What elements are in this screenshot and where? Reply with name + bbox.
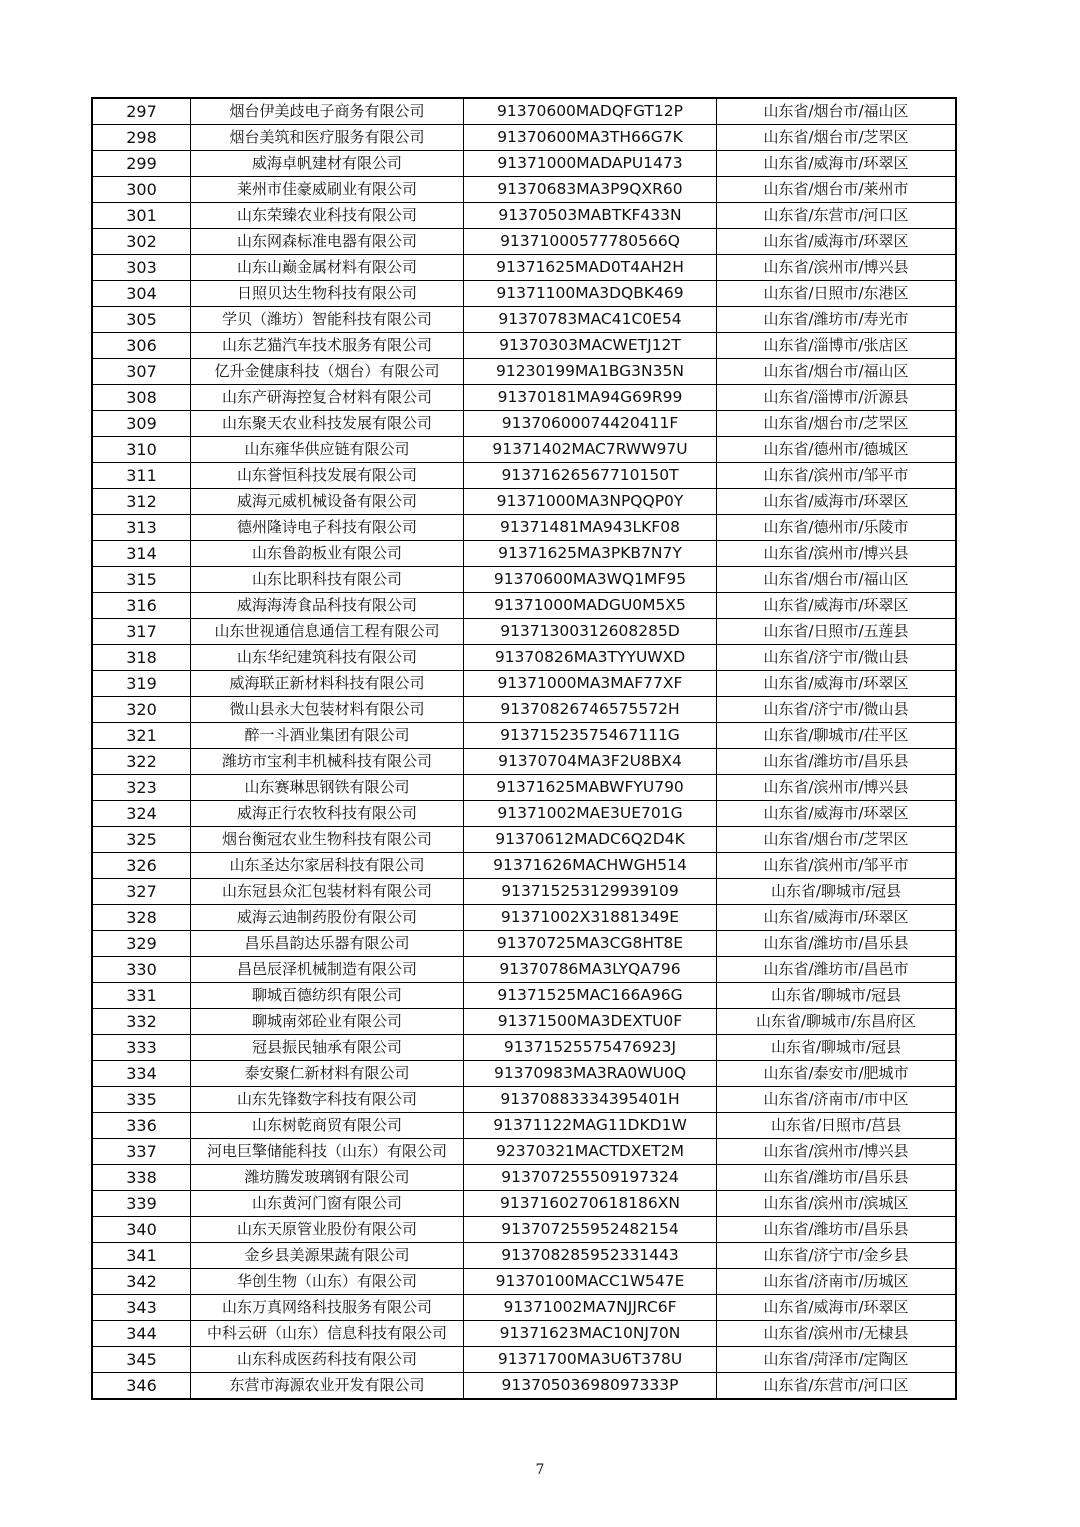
row-number-cell: 308	[92, 385, 191, 411]
company-name-cell: 山东赛琳思钢铁有限公司	[191, 775, 464, 801]
row-number-cell: 335	[92, 1087, 191, 1113]
row-number-cell: 320	[92, 697, 191, 723]
region-cell: 山东省/威海市/环翠区	[717, 905, 957, 931]
row-number-cell: 300	[92, 177, 191, 203]
credit-code-cell: 91371000577780566Q	[464, 229, 717, 255]
region-cell: 山东省/聊城市/冠县	[717, 879, 957, 905]
region-cell: 山东省/淄博市/张店区	[717, 333, 957, 359]
region-cell: 山东省/日照市/莒县	[717, 1113, 957, 1139]
row-number-cell: 344	[92, 1321, 191, 1347]
company-name-cell: 冠县振民轴承有限公司	[191, 1035, 464, 1061]
region-cell: 山东省/滨州市/邹平市	[717, 463, 957, 489]
table-row	[92, 801, 956, 827]
credit-code-cell: 91371402MAC7RWW97U	[464, 437, 717, 463]
table-row	[92, 723, 956, 749]
credit-code-cell: 91371002MA7NJJRC6F	[464, 1295, 717, 1321]
region-cell: 山东省/滨州市/博兴县	[717, 775, 957, 801]
company-name-cell: 山东天原管业股份有限公司	[191, 1217, 464, 1243]
table-row	[92, 515, 956, 541]
credit-code-cell: 91370181MA94G69R99	[464, 385, 717, 411]
company-name-cell: 山东产研海控复合材料有限公司	[191, 385, 464, 411]
table-row	[92, 957, 956, 983]
company-name-cell: 山东山巅金属材料有限公司	[191, 255, 464, 281]
region-cell: 山东省/潍坊市/昌乐县	[717, 749, 957, 775]
region-cell: 山东省/济南市/历城区	[717, 1269, 957, 1295]
region-cell: 山东省/威海市/环翠区	[717, 151, 957, 177]
row-number-cell: 298	[92, 125, 191, 151]
company-name-cell: 威海卓帆建材有限公司	[191, 151, 464, 177]
row-number-cell: 328	[92, 905, 191, 931]
region-cell: 山东省/滨州市/博兴县	[717, 541, 957, 567]
row-number-cell: 311	[92, 463, 191, 489]
row-number-cell: 332	[92, 1009, 191, 1035]
company-name-cell: 莱州市佳豪威刷业有限公司	[191, 177, 464, 203]
table-row	[92, 671, 956, 697]
row-number-cell: 313	[92, 515, 191, 541]
table-row	[92, 775, 956, 801]
region-cell: 山东省/济宁市/金乡县	[717, 1243, 957, 1269]
credit-code-cell: 91371625MA3PKB7N7Y	[464, 541, 717, 567]
company-name-cell: 聊城百德纺织有限公司	[191, 983, 464, 1009]
company-name-cell: 醉一斗酒业集团有限公司	[191, 723, 464, 749]
region-cell: 山东省/威海市/环翠区	[717, 801, 957, 827]
credit-code-cell: 91370725MA3CG8HT8E	[464, 931, 717, 957]
region-cell: 山东省/济宁市/微山县	[717, 697, 957, 723]
table-row	[92, 567, 956, 593]
row-number-cell: 318	[92, 645, 191, 671]
region-cell: 山东省/滨州市/博兴县	[717, 255, 957, 281]
credit-code-cell: 91370600MA3WQ1MF95	[464, 567, 717, 593]
company-name-cell: 山东雍华供应链有限公司	[191, 437, 464, 463]
table-row	[92, 593, 956, 619]
row-number-cell: 345	[92, 1347, 191, 1373]
company-name-cell: 威海正行农牧科技有限公司	[191, 801, 464, 827]
company-name-cell: 东营市海源农业开发有限公司	[191, 1373, 464, 1400]
table-row	[92, 385, 956, 411]
table-row	[92, 1373, 956, 1400]
region-cell: 山东省/东营市/河口区	[717, 1373, 957, 1400]
table-row	[92, 1243, 956, 1269]
credit-code-cell: 91371100MA3DQBK469	[464, 281, 717, 307]
company-name-cell: 烟台美筑和医疗服务有限公司	[191, 125, 464, 151]
table-row	[92, 98, 956, 125]
credit-code-cell: 91370786MA3LYQA796	[464, 957, 717, 983]
company-name-cell: 中科云研（山东）信息科技有限公司	[191, 1321, 464, 1347]
row-number-cell: 314	[92, 541, 191, 567]
credit-code-cell: 91370503698097333P	[464, 1373, 717, 1400]
region-cell: 山东省/聊城市/东昌府区	[717, 1009, 957, 1035]
credit-code-cell: 91371000MADAPU1473	[464, 151, 717, 177]
table-row	[92, 1191, 956, 1217]
region-cell: 山东省/烟台市/芝罘区	[717, 827, 957, 853]
region-cell: 山东省/滨州市/无棣县	[717, 1321, 957, 1347]
table-row	[92, 541, 956, 567]
credit-code-cell: 91371625MAD0T4AH2H	[464, 255, 717, 281]
table-row	[92, 1087, 956, 1113]
credit-code-cell: 913707255952482154	[464, 1217, 717, 1243]
table-row	[92, 1295, 956, 1321]
row-number-cell: 317	[92, 619, 191, 645]
enterprise-list-table	[91, 97, 957, 1400]
table-row	[92, 1009, 956, 1035]
row-number-cell: 301	[92, 203, 191, 229]
page-number: 7	[535, 1462, 545, 1478]
company-name-cell: 昌邑辰泽机械制造有限公司	[191, 957, 464, 983]
credit-code-cell: 91371000MA3NPQQP0Y	[464, 489, 717, 515]
region-cell: 山东省/威海市/环翠区	[717, 593, 957, 619]
row-number-cell: 307	[92, 359, 191, 385]
table-row	[92, 411, 956, 437]
credit-code-cell: 91371626MACHWGH514	[464, 853, 717, 879]
region-cell: 山东省/淄博市/沂源县	[717, 385, 957, 411]
region-cell: 山东省/潍坊市/昌乐县	[717, 1217, 957, 1243]
company-name-cell: 泰安聚仁新材料有限公司	[191, 1061, 464, 1087]
region-cell: 山东省/烟台市/福山区	[717, 98, 957, 125]
row-number-cell: 321	[92, 723, 191, 749]
company-name-cell: 聊城南郊砼业有限公司	[191, 1009, 464, 1035]
company-name-cell: 烟台伊美歧电子商务有限公司	[191, 98, 464, 125]
table-row	[92, 879, 956, 905]
region-cell: 山东省/烟台市/福山区	[717, 567, 957, 593]
company-name-cell: 山东比职科技有限公司	[191, 567, 464, 593]
row-number-cell: 343	[92, 1295, 191, 1321]
region-cell: 山东省/威海市/环翠区	[717, 671, 957, 697]
row-number-cell: 319	[92, 671, 191, 697]
table-row	[92, 1165, 956, 1191]
company-name-cell: 威海元威机械设备有限公司	[191, 489, 464, 515]
credit-code-cell: 91371122MAG11DKD1W	[464, 1113, 717, 1139]
table-row	[92, 1035, 956, 1061]
row-number-cell: 339	[92, 1191, 191, 1217]
row-number-cell: 305	[92, 307, 191, 333]
region-cell: 山东省/威海市/环翠区	[717, 1295, 957, 1321]
credit-code-cell: 91370303MACWETJ12T	[464, 333, 717, 359]
company-name-cell: 潍坊腾发玻璃钢有限公司	[191, 1165, 464, 1191]
company-name-cell: 山东鲁韵板业有限公司	[191, 541, 464, 567]
region-cell: 山东省/威海市/环翠区	[717, 489, 957, 515]
company-name-cell: 山东艺猫汽车技术服务有限公司	[191, 333, 464, 359]
credit-code-cell: 91371500MA3DEXTU0F	[464, 1009, 717, 1035]
region-cell: 山东省/威海市/环翠区	[717, 229, 957, 255]
row-number-cell: 303	[92, 255, 191, 281]
region-cell: 山东省/滨州市/邹平市	[717, 853, 957, 879]
company-name-cell: 德州隆诗电子科技有限公司	[191, 515, 464, 541]
credit-code-cell: 91370983MA3RA0WU0Q	[464, 1061, 717, 1087]
credit-code-cell: 91371000MADGU0M5X5	[464, 593, 717, 619]
company-name-cell: 山东世视通信息通信工程有限公司	[191, 619, 464, 645]
credit-code-cell: 91370683MA3P9QXR60	[464, 177, 717, 203]
company-name-cell: 金乡县美源果蔬有限公司	[191, 1243, 464, 1269]
region-cell: 山东省/潍坊市/寿光市	[717, 307, 957, 333]
credit-code-cell: 91370612MADC6Q2D4K	[464, 827, 717, 853]
credit-code-cell: 91371700MA3U6T378U	[464, 1347, 717, 1373]
region-cell: 山东省/滨州市/博兴县	[717, 1139, 957, 1165]
region-cell: 山东省/滨州市/滨城区	[717, 1191, 957, 1217]
company-name-cell: 山东聚天农业科技发展有限公司	[191, 411, 464, 437]
row-number-cell: 297	[92, 98, 191, 125]
table-row	[92, 177, 956, 203]
row-number-cell: 327	[92, 879, 191, 905]
company-name-cell: 威海云迪制药股份有限公司	[191, 905, 464, 931]
company-name-cell: 山东树乾商贸有限公司	[191, 1113, 464, 1139]
table-row	[92, 359, 956, 385]
credit-code-cell: 91371626567710150T	[464, 463, 717, 489]
credit-code-cell: 91371000MA3MAF77XF	[464, 671, 717, 697]
row-number-cell: 316	[92, 593, 191, 619]
table-row	[92, 931, 956, 957]
region-cell: 山东省/烟台市/莱州市	[717, 177, 957, 203]
credit-code-cell: 91370100MACC1W547E	[464, 1269, 717, 1295]
region-cell: 山东省/济南市/市中区	[717, 1087, 957, 1113]
row-number-cell: 340	[92, 1217, 191, 1243]
region-cell: 山东省/日照市/五莲县	[717, 619, 957, 645]
row-number-cell: 306	[92, 333, 191, 359]
credit-code-cell: 913707255509197324	[464, 1165, 717, 1191]
table-row	[92, 489, 956, 515]
company-name-cell: 山东华纪建筑科技有限公司	[191, 645, 464, 671]
credit-code-cell: 91370826MA3TYYUWXD	[464, 645, 717, 671]
row-number-cell: 322	[92, 749, 191, 775]
row-number-cell: 338	[92, 1165, 191, 1191]
table-row	[92, 853, 956, 879]
row-number-cell: 315	[92, 567, 191, 593]
region-cell: 山东省/德州市/德城区	[717, 437, 957, 463]
table-row	[92, 255, 956, 281]
credit-code-cell: 91370826746575572H	[464, 697, 717, 723]
table-row	[92, 229, 956, 255]
row-number-cell: 333	[92, 1035, 191, 1061]
table-row	[92, 1347, 956, 1373]
company-name-cell: 威海联正新材料科技有限公司	[191, 671, 464, 697]
credit-code-cell: 91371481MA943LKF08	[464, 515, 717, 541]
table-row	[92, 1113, 956, 1139]
table-row	[92, 333, 956, 359]
region-cell: 山东省/日照市/东港区	[717, 281, 957, 307]
table-row	[92, 437, 956, 463]
company-name-cell: 昌乐昌韵达乐器有限公司	[191, 931, 464, 957]
credit-code-cell: 9137160270618186XN	[464, 1191, 717, 1217]
table-row	[92, 1139, 956, 1165]
row-number-cell: 329	[92, 931, 191, 957]
table-row	[92, 1061, 956, 1087]
company-name-cell: 河电巨擎储能科技（山东）有限公司	[191, 1139, 464, 1165]
credit-code-cell: 92370321MACTDXET2M	[464, 1139, 717, 1165]
row-number-cell: 323	[92, 775, 191, 801]
region-cell: 山东省/东营市/河口区	[717, 203, 957, 229]
region-cell: 山东省/潍坊市/昌乐县	[717, 931, 957, 957]
company-name-cell: 山东科成医药科技有限公司	[191, 1347, 464, 1373]
table-row	[92, 905, 956, 931]
region-cell: 山东省/济宁市/微山县	[717, 645, 957, 671]
table-row	[92, 125, 956, 151]
region-cell: 山东省/泰安市/肥城市	[717, 1061, 957, 1087]
company-name-cell: 潍坊市宝利丰机械科技有限公司	[191, 749, 464, 775]
credit-code-cell: 91370600074420411F	[464, 411, 717, 437]
row-number-cell: 330	[92, 957, 191, 983]
table-body	[92, 98, 956, 1399]
region-cell: 山东省/聊城市/冠县	[717, 983, 957, 1009]
company-name-cell: 华创生物（山东）有限公司	[191, 1269, 464, 1295]
region-cell: 山东省/聊城市/冠县	[717, 1035, 957, 1061]
row-number-cell: 309	[92, 411, 191, 437]
credit-code-cell: 91230199MA1BG3N35N	[464, 359, 717, 385]
row-number-cell: 337	[92, 1139, 191, 1165]
row-number-cell: 299	[92, 151, 191, 177]
company-name-cell: 山东荣臻农业科技有限公司	[191, 203, 464, 229]
credit-code-cell: 91370600MADQFGT12P	[464, 98, 717, 125]
credit-code-cell: 91371002MAE3UE701G	[464, 801, 717, 827]
row-number-cell: 336	[92, 1113, 191, 1139]
credit-code-cell: 91371525575476923J	[464, 1035, 717, 1061]
row-number-cell: 331	[92, 983, 191, 1009]
company-name-cell: 山东冠县众汇包装材料有限公司	[191, 879, 464, 905]
company-name-cell: 山东网森标准电器有限公司	[191, 229, 464, 255]
region-cell: 山东省/潍坊市/昌邑市	[717, 957, 957, 983]
credit-code-cell: 91371523575467111G	[464, 723, 717, 749]
credit-code-cell: 913715253129939109	[464, 879, 717, 905]
table-row	[92, 1321, 956, 1347]
table-row	[92, 463, 956, 489]
region-cell: 山东省/菏泽市/定陶区	[717, 1347, 957, 1373]
region-cell: 山东省/烟台市/芝罘区	[717, 125, 957, 151]
credit-code-cell: 913708285952331443	[464, 1243, 717, 1269]
company-name-cell: 山东誉恒科技发展有限公司	[191, 463, 464, 489]
company-name-cell: 威海海涛食品科技有限公司	[191, 593, 464, 619]
region-cell: 山东省/烟台市/福山区	[717, 359, 957, 385]
region-cell: 山东省/烟台市/芝罘区	[717, 411, 957, 437]
company-name-cell: 山东先锋数字科技有限公司	[191, 1087, 464, 1113]
region-cell: 山东省/聊城市/茌平区	[717, 723, 957, 749]
table-row	[92, 151, 956, 177]
row-number-cell: 324	[92, 801, 191, 827]
company-name-cell: 亿升金健康科技（烟台）有限公司	[191, 359, 464, 385]
credit-code-cell: 91370600MA3TH66G7K	[464, 125, 717, 151]
company-name-cell: 山东黄河门窗有限公司	[191, 1191, 464, 1217]
company-name-cell: 烟台衡冠农业生物科技有限公司	[191, 827, 464, 853]
table-row	[92, 1217, 956, 1243]
table-row	[92, 281, 956, 307]
table-row	[92, 203, 956, 229]
row-number-cell: 304	[92, 281, 191, 307]
credit-code-cell: 91370704MA3F2U8BX4	[464, 749, 717, 775]
table-row	[92, 1269, 956, 1295]
row-number-cell: 334	[92, 1061, 191, 1087]
company-name-cell: 山东万真网络科技服务有限公司	[191, 1295, 464, 1321]
company-name-cell: 山东圣达尔家居科技有限公司	[191, 853, 464, 879]
company-name-cell: 微山县永大包装材料有限公司	[191, 697, 464, 723]
table-row	[92, 645, 956, 671]
credit-code-cell: 91371625MABWFYU790	[464, 775, 717, 801]
table-row	[92, 827, 956, 853]
credit-code-cell: 91370783MAC41C0E54	[464, 307, 717, 333]
table-row	[92, 749, 956, 775]
company-name-cell: 日照贝达生物科技有限公司	[191, 281, 464, 307]
table-row	[92, 619, 956, 645]
table-row	[92, 983, 956, 1009]
table-row	[92, 697, 956, 723]
row-number-cell: 302	[92, 229, 191, 255]
region-cell: 山东省/德州市/乐陵市	[717, 515, 957, 541]
row-number-cell: 341	[92, 1243, 191, 1269]
credit-code-cell: 91371525MAC166A96G	[464, 983, 717, 1009]
region-cell: 山东省/潍坊市/昌乐县	[717, 1165, 957, 1191]
company-name-cell: 学贝（潍坊）智能科技有限公司	[191, 307, 464, 333]
credit-code-cell: 91371623MAC10NJ70N	[464, 1321, 717, 1347]
row-number-cell: 310	[92, 437, 191, 463]
row-number-cell: 326	[92, 853, 191, 879]
row-number-cell: 325	[92, 827, 191, 853]
table-row	[92, 307, 956, 333]
credit-code-cell: 91371002X31881349E	[464, 905, 717, 931]
credit-code-cell: 91370883334395401H	[464, 1087, 717, 1113]
row-number-cell: 312	[92, 489, 191, 515]
row-number-cell: 346	[92, 1373, 191, 1400]
credit-code-cell: 91371300312608285D	[464, 619, 717, 645]
credit-code-cell: 91370503MABTKF433N	[464, 203, 717, 229]
row-number-cell: 342	[92, 1269, 191, 1295]
